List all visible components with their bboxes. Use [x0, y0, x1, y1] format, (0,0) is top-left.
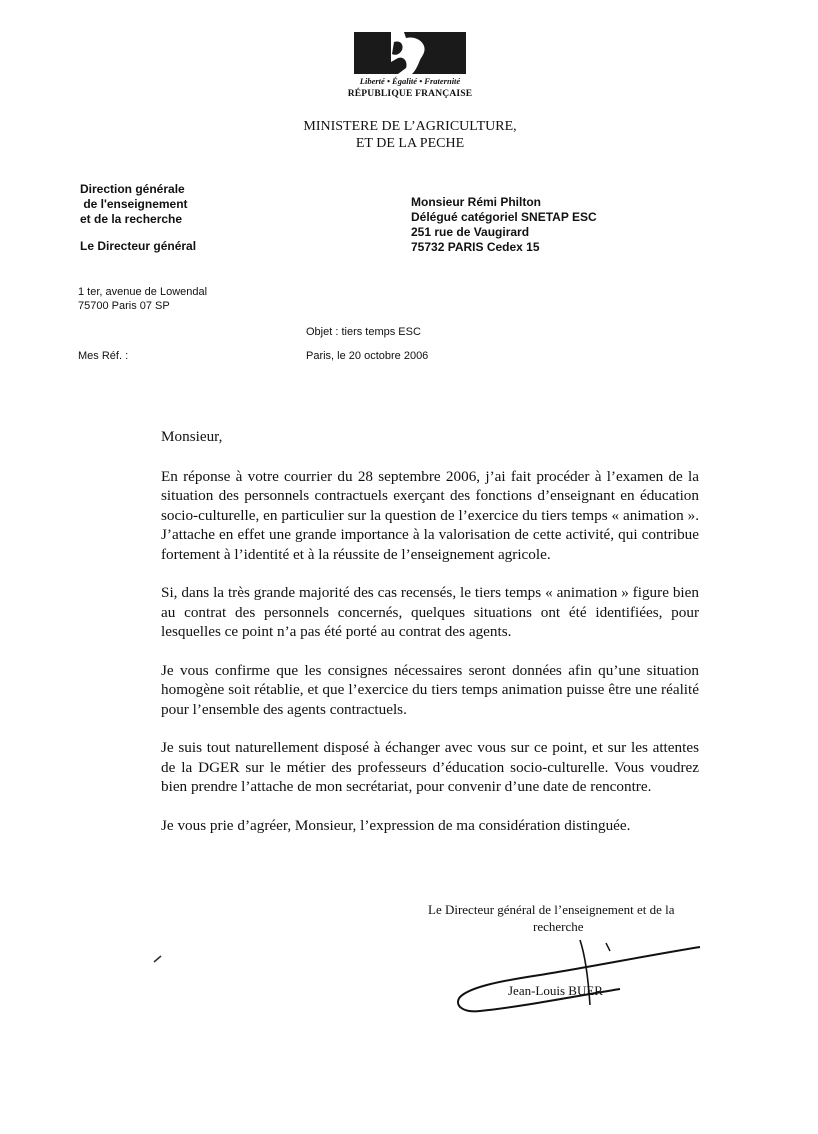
- paragraph: Je suis tout naturellement disposé à échanger avec vous sur ce point, et sur les attentes de la DGER sur le métier des professeurs d’éducation socio-culturelle. Vous voudrez bien prendre l’attache de mon secrétariat, pour convenir d’une date de rencontre.: [161, 739, 699, 795]
- recipient-block: [411, 195, 597, 255]
- recipient-name: Monsieur Rémi Philton: [411, 195, 542, 209]
- recipient-role: Délégué catégoriel SNETAP ESC: [411, 210, 597, 224]
- department-line3: et de la recherche: [80, 212, 183, 226]
- salutation: Monsieur,: [161, 428, 223, 445]
- sender-director: Le Directeur général: [80, 239, 197, 253]
- sender-department: [80, 182, 188, 227]
- republic-name: RÉPUBLIQUE FRANÇAISE: [347, 89, 473, 99]
- ministry-header: [250, 118, 570, 152]
- ministry-line1: MINISTERE DE L’AGRICULTURE,: [303, 119, 517, 134]
- paragraph: Si, dans la très grande majorité des cas recensés, le tiers temps « animation » figure bien au contrat des personnels concernés, quelques situations ont été identifiées, pour lesquelles ce point n’a pas été porté au contrat des agents.: [161, 584, 699, 640]
- paragraph: Je vous confirme que les consignes nécessaires seront données afin qu’une situation homogène soit rétablie, et que l’exercice du tiers temps animation puisse être une réalité pour l’ensemble des agents contractuels.: [161, 661, 699, 718]
- ink-mark: [153, 950, 163, 968]
- signature-title: [428, 901, 708, 935]
- department-line2: de l'enseignement: [80, 197, 188, 211]
- signature-title-line2: recherche: [533, 919, 584, 934]
- signatory-name: Jean-Louis BUER: [508, 983, 603, 998]
- recipient-city: 75732 PARIS Cedex 15: [411, 240, 540, 254]
- letter-date: Paris, le 20 octobre 2006: [306, 350, 429, 362]
- department-line1: Direction générale: [80, 182, 185, 196]
- signature-title-line1: Le Directeur général de l’enseignement et de la: [428, 902, 675, 917]
- address-line2: 75700 Paris 07 SP: [78, 300, 170, 312]
- paragraph: En réponse à votre courrier du 28 septembre 2006, j’ai fait procéder à l’examen de la situation des personnels contractuels exerçant des fonctions d’enseignant en éducation socio-culturelle, en particulier sur la question de l’exercice du tiers temps « animation ». J’attache en effet une grande importance à la valorisation de cette activité, qui contribue fortement à l’identité et à la réussite de l’enseignement agricole.: [161, 467, 699, 563]
- marianne-logo: [354, 32, 466, 74]
- recipient-street: 251 rue de Vaugirard: [411, 225, 530, 239]
- letter-subject: Objet : tiers temps ESC: [306, 326, 421, 338]
- closing-paragraph: Je vous prie d’agréer, Monsieur, l’expression de ma considération distinguée.: [161, 816, 631, 834]
- letter-body: [161, 427, 699, 854]
- ministry-line2: ET DE LA PECHE: [355, 136, 465, 151]
- letter-reference: Mes Réf. :: [78, 350, 129, 362]
- address-line1: 1 ter, avenue de Lowendal: [78, 286, 208, 298]
- republic-motto: Liberté • Égalité • Fraternité: [359, 76, 461, 86]
- sender-address: [78, 285, 207, 313]
